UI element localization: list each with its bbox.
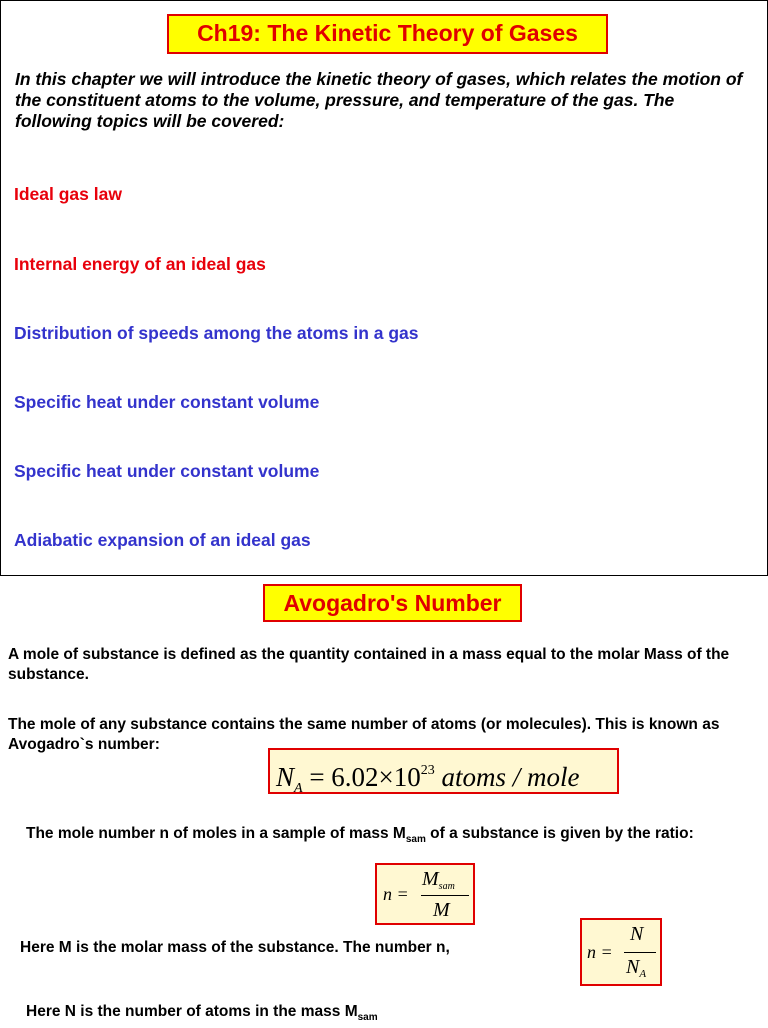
eq-na-symbol: N [276,762,295,792]
atoms-number-paragraph: Here N is the number of atoms in the mass $M_{sam}$ [26,1003,378,1024]
eq-mass-numerator: $M_{sam}$ [422,868,455,892]
eq-mass-fraction-bar [421,895,469,896]
mass-ratio-equation [375,863,475,925]
topic-adiabatic-expansion: Adiabatic expansion of an ideal gas [14,530,311,550]
eq-number-fraction-bar [624,952,656,953]
eq-number-lhs: n = [587,942,613,962]
topic-internal-energy: Internal energy of an ideal gas [14,254,266,274]
topic-specific-heat-1: Specific heat under constant volume [14,392,320,412]
topic-speed-distribution: Distribution of speeds among the atoms in a gas [14,323,419,343]
avogadro-title: Avogadro's Number [263,584,522,622]
number-ratio-equation [580,918,662,986]
avogadro-equation [268,748,619,794]
chapter-title: Ch19: The Kinetic Theory of Gases [167,14,608,54]
eq-number-denominator: $N_A$ [626,956,647,980]
eq-mass-lhs: n = [383,884,409,904]
eq-na-value: = 6.02×10 [309,762,421,792]
mole-number-paragraph: The mole number n of moles in a sample of mass $M_{sam}$ of a substance is given by the ratio: [26,825,694,846]
eq-mass-denominator: M [433,899,450,921]
intro-paragraph: In this chapter we will introduce the kinetic theory of gases, which relates the motion of the constituent atoms to the volume, pressure, and temperature of the gas. The following topics will be covered: [15,69,743,131]
mole-definition-paragraph: A mole of substance is defined as the quantity contained in a mass equal to the molar Mass of the substance. [8,646,730,683]
eq-na-subscript: A [294,781,303,796]
eq-number-numerator: N [630,923,644,945]
eq-na-units: atoms / mole [441,762,580,792]
avogadro-paragraph: The mole of any substance contains the same number of atoms (or molecules). This is known as Avogadro`s number: [8,716,720,753]
topic-ideal-gas-law: Ideal gas law [14,184,122,204]
molar-mass-paragraph: Here M is the molar mass of the substance. The number n, [20,939,450,956]
topic-specific-heat-2: Specific heat under constant volume [14,461,320,481]
eq-na-exponent: 23 [420,763,435,778]
